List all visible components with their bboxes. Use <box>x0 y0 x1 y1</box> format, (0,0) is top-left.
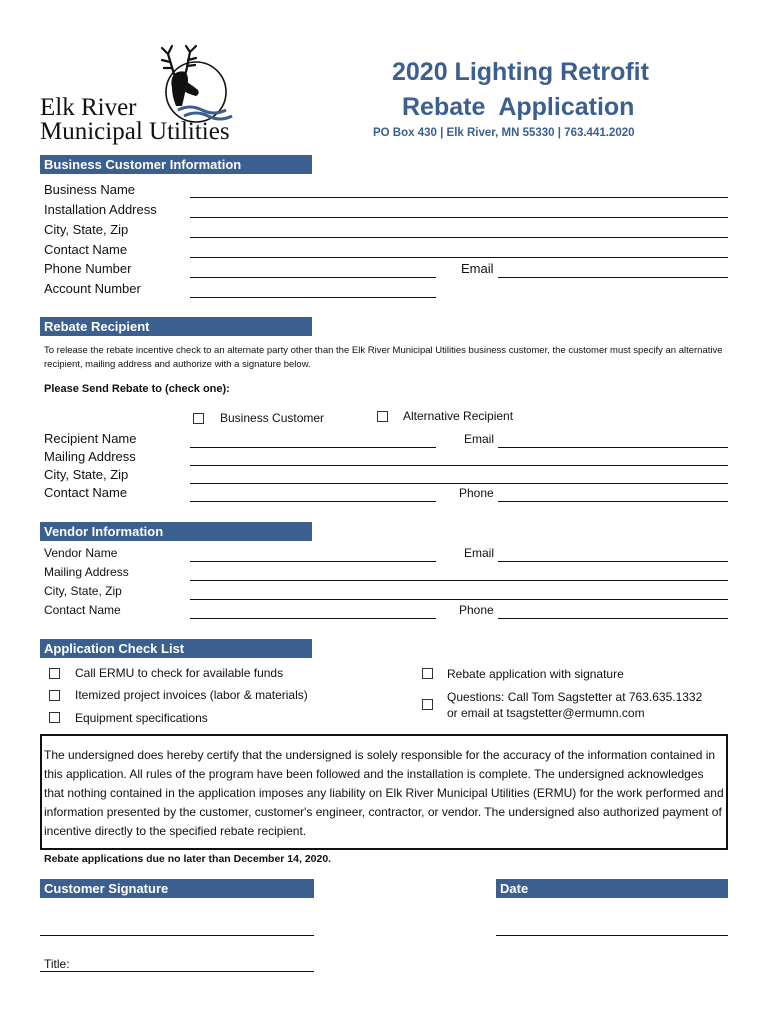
vendor-phone-field[interactable] <box>498 618 728 619</box>
section-date: Date <box>496 879 728 898</box>
vendor-email-field[interactable] <box>498 561 728 562</box>
business-customer-option-label: Business Customer <box>220 411 325 425</box>
vendor-contact-field[interactable] <box>190 618 436 619</box>
checklist-signature-label: Rebate application with signature <box>447 667 624 681</box>
checklist-funds-label: Call ERMU to check for available funds <box>75 666 284 680</box>
deadline-note: Rebate applications due no later than December 14, 2020. <box>44 853 332 865</box>
recipient-phone-label: Phone <box>459 486 494 500</box>
business-name-label: Business Name <box>44 182 136 197</box>
business-city-field[interactable] <box>190 237 728 238</box>
vendor-mailing-field[interactable] <box>190 580 728 581</box>
signature-field[interactable] <box>40 935 314 936</box>
section-customer-signature: Customer Signature <box>40 879 314 898</box>
logo <box>38 44 268 149</box>
vendor-contact-label: Contact Name <box>44 603 121 617</box>
recipient-email-field[interactable] <box>498 447 728 448</box>
certification-box <box>40 734 728 850</box>
business-contact-label: Contact Name <box>44 242 128 257</box>
business-customer-checkbox[interactable] <box>193 413 204 424</box>
recipient-city-label: City, State, Zip <box>44 467 129 482</box>
business-email-field[interactable] <box>498 277 728 278</box>
recipient-name-field[interactable] <box>190 447 436 448</box>
section-rebate-recipient: Rebate Recipient <box>40 317 312 336</box>
title-label: Title: <box>44 957 70 971</box>
alternative-recipient-option-label: Alternative Recipient <box>403 409 514 423</box>
section-application-checklist: Application Check List <box>40 639 312 658</box>
vendor-email-label: Email <box>464 546 495 560</box>
checklist-questions-line2: or email at tsagstetter@ermumn.com <box>447 706 645 720</box>
checklist-invoices-label: Itemized project invoices (labor & materials) <box>75 688 308 702</box>
recipient-phone-field[interactable] <box>498 501 728 502</box>
vendor-city-field[interactable] <box>190 599 728 600</box>
account-number-field[interactable] <box>190 297 436 298</box>
vendor-mailing-label: Mailing Address <box>44 565 129 579</box>
checklist-funds-checkbox[interactable] <box>49 668 60 679</box>
recipient-mailing-label: Mailing Address <box>44 449 136 464</box>
checklist-specs-label: Equipment specifications <box>75 711 208 725</box>
business-phone-field[interactable] <box>190 277 436 278</box>
checklist-questions-checkbox[interactable] <box>422 699 433 710</box>
recipient-name-label: Recipient Name <box>44 431 137 446</box>
vendor-name-label: Vendor Name <box>44 546 118 560</box>
recipient-contact-label: Contact Name <box>44 485 128 500</box>
send-rebate-prompt: Please Send Rebate to (check one): <box>44 383 230 395</box>
title-field[interactable] <box>40 971 314 972</box>
page-title-line2: Rebate Application <box>402 93 635 121</box>
business-contact-field[interactable] <box>190 257 728 258</box>
section-business-customer: Business Customer Information <box>40 155 312 174</box>
logo-line1: Elk River <box>40 94 137 121</box>
business-email-label: Email <box>461 261 494 276</box>
vendor-city-label: City, State, Zip <box>44 584 122 598</box>
logo-line2: Municipal Utilities <box>40 118 230 145</box>
elk-logo-icon <box>128 44 248 124</box>
vendor-name-field[interactable] <box>190 561 436 562</box>
checklist-questions-line1: Questions: Call Tom Sagstetter at 763.635.1332 <box>447 690 703 704</box>
recipient-city-field[interactable] <box>190 483 728 484</box>
installation-address-label: Installation Address <box>44 202 157 217</box>
alternative-recipient-checkbox[interactable] <box>377 411 388 422</box>
section-vendor-information: Vendor Information <box>40 522 312 541</box>
business-phone-label: Phone Number <box>44 261 132 276</box>
account-number-label: Account Number <box>44 281 141 296</box>
certification-text: The undersigned does hereby certify that the undersigned is solely responsible for the accuracy of the information contained in this application. All rules of the program have been followed and the installation is complete. The undersigned acknowledges that nothing contained in the application imposes any liability on Elk River Municipal Utilities (ERMU) for the work performed and information presented by the customer, customer's engineer, contractor, or vendor. The undersigned also authorized payment of incentive directly to the specified rebate recipient. <box>44 748 724 838</box>
installation-address-field[interactable] <box>190 217 728 218</box>
vendor-phone-label: Phone <box>459 603 494 617</box>
business-name-field[interactable] <box>190 197 728 198</box>
checklist-signature-checkbox[interactable] <box>422 668 433 679</box>
page-title-line1: 2020 Lighting Retrofit <box>392 58 649 86</box>
header-address: PO Box 430 | Elk River, MN 55330 | 763.441.2020 <box>373 127 635 139</box>
recipient-note: To release the rebate incentive check to an alternate party other than the Elk River Municipal Utilities business customer, the customer must specify an alternative recipient, mailing address and authorize with a signature below. <box>44 345 723 370</box>
recipient-contact-field[interactable] <box>190 501 436 502</box>
recipient-email-label: Email <box>464 432 495 446</box>
date-field[interactable] <box>496 935 728 936</box>
business-city-label: City, State, Zip <box>44 222 129 237</box>
recipient-mailing-field[interactable] <box>190 465 728 466</box>
checklist-specs-checkbox[interactable] <box>49 712 60 723</box>
checklist-invoices-checkbox[interactable] <box>49 690 60 701</box>
